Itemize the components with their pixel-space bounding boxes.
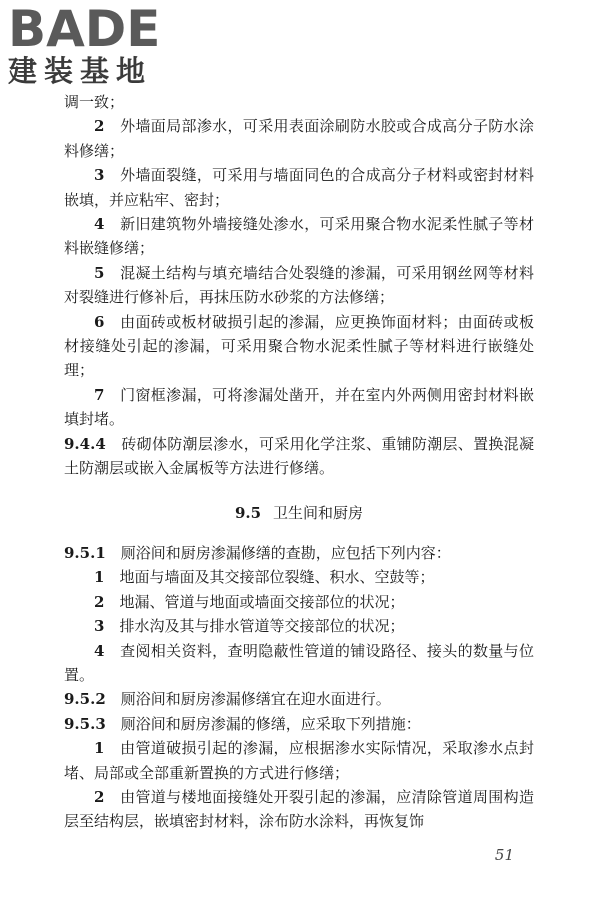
section-title: 卫生间和厨房 — [273, 503, 364, 522]
item-text: 砖砌体防潮层渗水，可采用化学注浆、重铺防潮层、置换混凝土防潮层或嵌入金属板等方法进行修缮。 — [64, 434, 534, 478]
item-text: 查阅相关资料，查明隐蔽性管道的铺设路径、接头的数量与位置。 — [64, 641, 534, 684]
paragraph-continuation — [64, 90, 534, 114]
item-number: 1 — [94, 568, 105, 587]
list-item — [64, 639, 534, 688]
item-number: 2 — [94, 117, 105, 136]
item-number: 1 — [94, 739, 105, 758]
clause-number: 9.5.3 — [64, 714, 106, 733]
logo-wordmark: BADE — [8, 0, 161, 58]
clause-number: 9.5.1 — [64, 543, 106, 562]
item-number: 2 — [94, 787, 105, 806]
item-number: 6 — [94, 312, 105, 331]
item-number: 4 — [94, 215, 105, 234]
item-text: 门窗框渗漏，可将渗漏处凿开，并在室内外两侧用密封材料嵌填封堵。 — [64, 385, 534, 429]
list-item — [64, 114, 534, 163]
section-heading — [64, 501, 534, 525]
clause — [64, 432, 534, 481]
paragraph-text: 调一致； — [64, 93, 125, 111]
item-text: 由面砖或板材破损引起的渗漏，应更换饰面材料；由面砖或板材接缝处引起的渗漏，可采用聚合物水泥柔性腻子等材料进行嵌缝处理； — [64, 312, 534, 380]
item-text: 厕浴间和厨房渗漏修缮宜在迎水面进行。 — [120, 690, 391, 709]
list-item — [64, 310, 534, 383]
logo — [8, 0, 178, 94]
list-item — [64, 736, 534, 785]
item-text: 地漏、管道与地面或墙面交接部位的状况； — [119, 592, 405, 611]
clause-number: 9.5.2 — [64, 690, 106, 709]
list-item — [64, 785, 534, 834]
clause-number: 9.4.4 — [64, 434, 106, 453]
item-number: 7 — [94, 385, 105, 404]
item-text: 由管道破损引起的渗漏，应根据渗水实际情况，采取渗水点封堵、局部或全部重新置换的方式进行修缮； — [64, 739, 534, 782]
item-text: 外墙面裂缝，可采用与墙面同色的合成高分子材料或密封材料嵌填，并应粘牢、密封； — [64, 166, 534, 209]
page-number: 51 — [494, 846, 514, 864]
item-text: 外墙面局部渗水，可采用表面涂刷防水胶或合成高分子防水涂料修缮； — [64, 117, 534, 160]
list-item — [64, 565, 534, 589]
item-number: 2 — [94, 592, 105, 611]
clause — [64, 687, 534, 711]
item-text: 地面与墙面及其交接部位裂缝、积水、空鼓等； — [119, 568, 435, 587]
list-item — [64, 163, 534, 212]
list-item — [64, 383, 534, 432]
list-item — [64, 614, 534, 638]
logo-subtitle: 建装基地 — [8, 54, 153, 88]
list-item — [64, 590, 534, 614]
clause — [64, 712, 534, 736]
section-number: 9.5 — [234, 503, 262, 522]
item-text: 混凝土结构与填充墙结合处裂缝的渗漏，可采用钢丝网等材料对裂缝进行修补后，再抹压防水砂浆的方法修缮； — [64, 263, 534, 307]
item-text: 由管道与楼地面接缝处开裂引起的渗漏，应清除管道周围构造层至结构层，嵌填密封材料，涂布防水涂料，再恢复饰 — [64, 787, 534, 831]
item-number: 3 — [94, 617, 105, 636]
item-text: 排水沟及其与排水管道等交接部位的状况； — [119, 617, 405, 636]
item-text: 厕浴间和厨房渗漏的修缮，应采取下列措施： — [120, 714, 421, 733]
item-text: 厕浴间和厨房渗漏修缮的查勘，应包括下列内容： — [120, 543, 451, 562]
document-body — [64, 90, 534, 834]
list-item — [64, 261, 534, 310]
list-item — [64, 212, 534, 261]
item-number: 3 — [94, 166, 105, 185]
item-text: 新旧建筑物外墙接缝处渗水，可采用聚合物水泥柔性腻子等材料嵌缝修缮； — [64, 215, 534, 258]
item-number: 5 — [94, 263, 105, 282]
item-number: 4 — [94, 641, 105, 660]
clause — [64, 541, 534, 565]
